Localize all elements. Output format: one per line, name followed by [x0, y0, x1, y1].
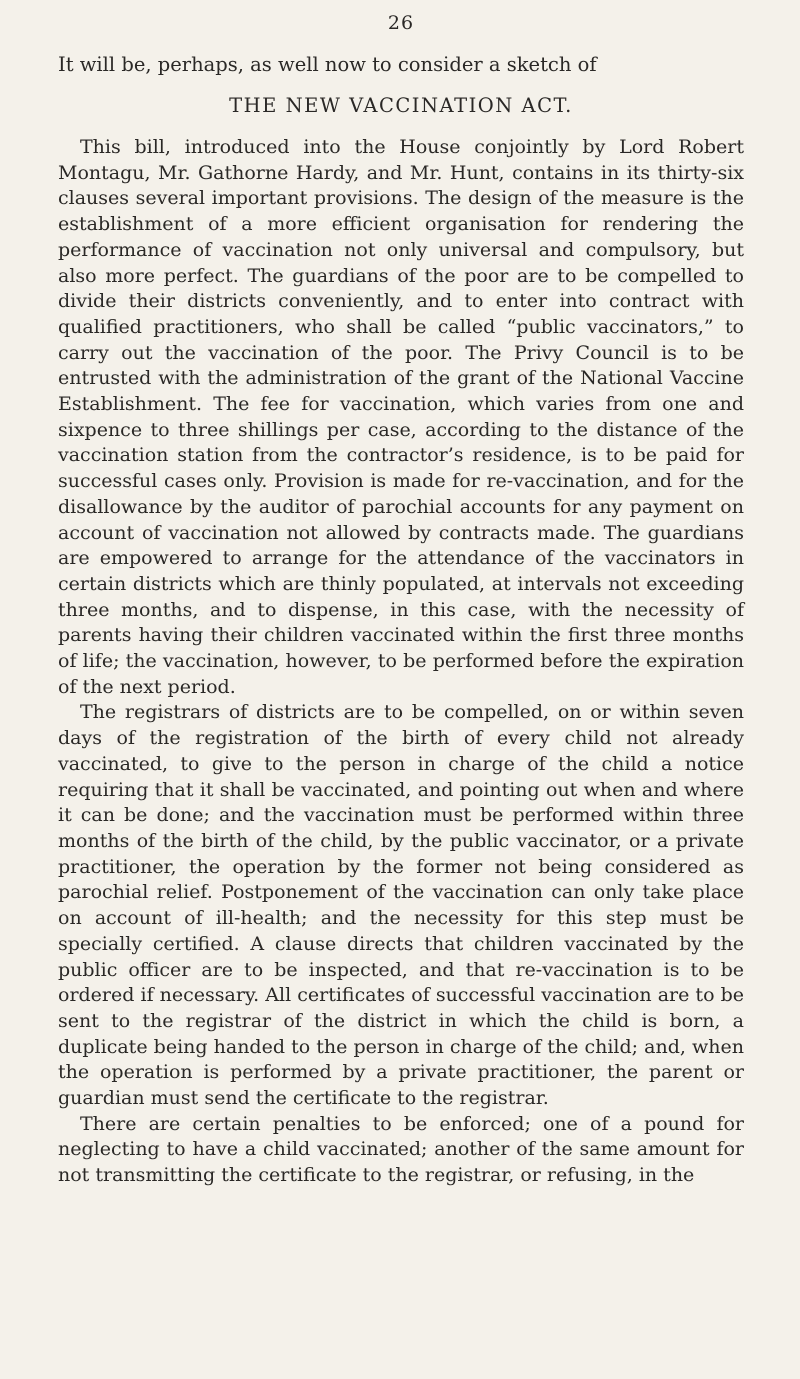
intro-line: It will be, perhaps, as well now to consider a sketch of: [58, 53, 597, 76]
section-title: THE NEW VACCINATION ACT.: [229, 94, 573, 117]
page-number: 26: [387, 12, 415, 34]
body-paragraph: This bill, introduced into the House conjointly by Lord Robert Montagu, Mr. Gathorne Hardy, and Mr. Hunt, contains in its thirty-six clauses several important provisions. The design of the measure is the establishment of a more efficient organisation for rendering the performance of vaccination not only universal and compulsory, but also more perfect. The guardians of the poor are to be compelled to divide their districts conveniently, and to enter into contract with qualified practitioners, who shall be called “public vaccinators,” to carry out the vaccination of the poor. The Privy Council is to be entrusted with the administration of the grant of the National Vaccine Establishment. The fee for vaccination, which varies from one and sixpence to three shillings per case, according to the distance of the vaccination station from the contractor’s residence, is to be paid for successful cases only. Provision is made for re-vaccination, and for the disallowance by the auditor of parochial accounts for any payment on account of vaccination not allowed by contracts made. The guardians are empowered to arrange for the attendance of the vaccinators in certain districts which are thinly populated, at intervals not exceeding three months, and to dispense, in this case, with the necessity of parents having their children vaccinated within the first three months of life; the vaccination, however, to be performed before the expiration of the next period.: [58, 136, 744, 698]
body-paragraph: The registrars of districts are to be compelled, on or within seven days of the registration of the birth of every child not already vaccinated, to give to the person in charge of the child a notice requiring that it shall be vaccinated, and pointing out when and where it can be done; and the vaccination must be performed within three months of the birth of the child, by the public vaccinator, or a private practitioner, the operation by the former not being considered as parochial relief. Postponement of the vaccination can only take place on account of ill-health; and the necessity for this step must be specially certified. A clause directs that children vaccinated by the public officer are to be inspected, and that re-vaccination is to be ordered if necessary. All certificates of successful vaccination are to be sent to the registrar of the district in which the child is born, a duplicate being handed to the person in charge of the child; and, when the operation is performed by a private practitioner, the parent or guardian must send the certificate to the registrar.: [58, 701, 744, 1110]
body-paragraph: There are certain penalties to be enforced; one of a pound for neglecting to have a child vaccinated; another of the same amount for not transmitting the certificate to the registrar, or refusing, in the: [58, 1112, 744, 1187]
